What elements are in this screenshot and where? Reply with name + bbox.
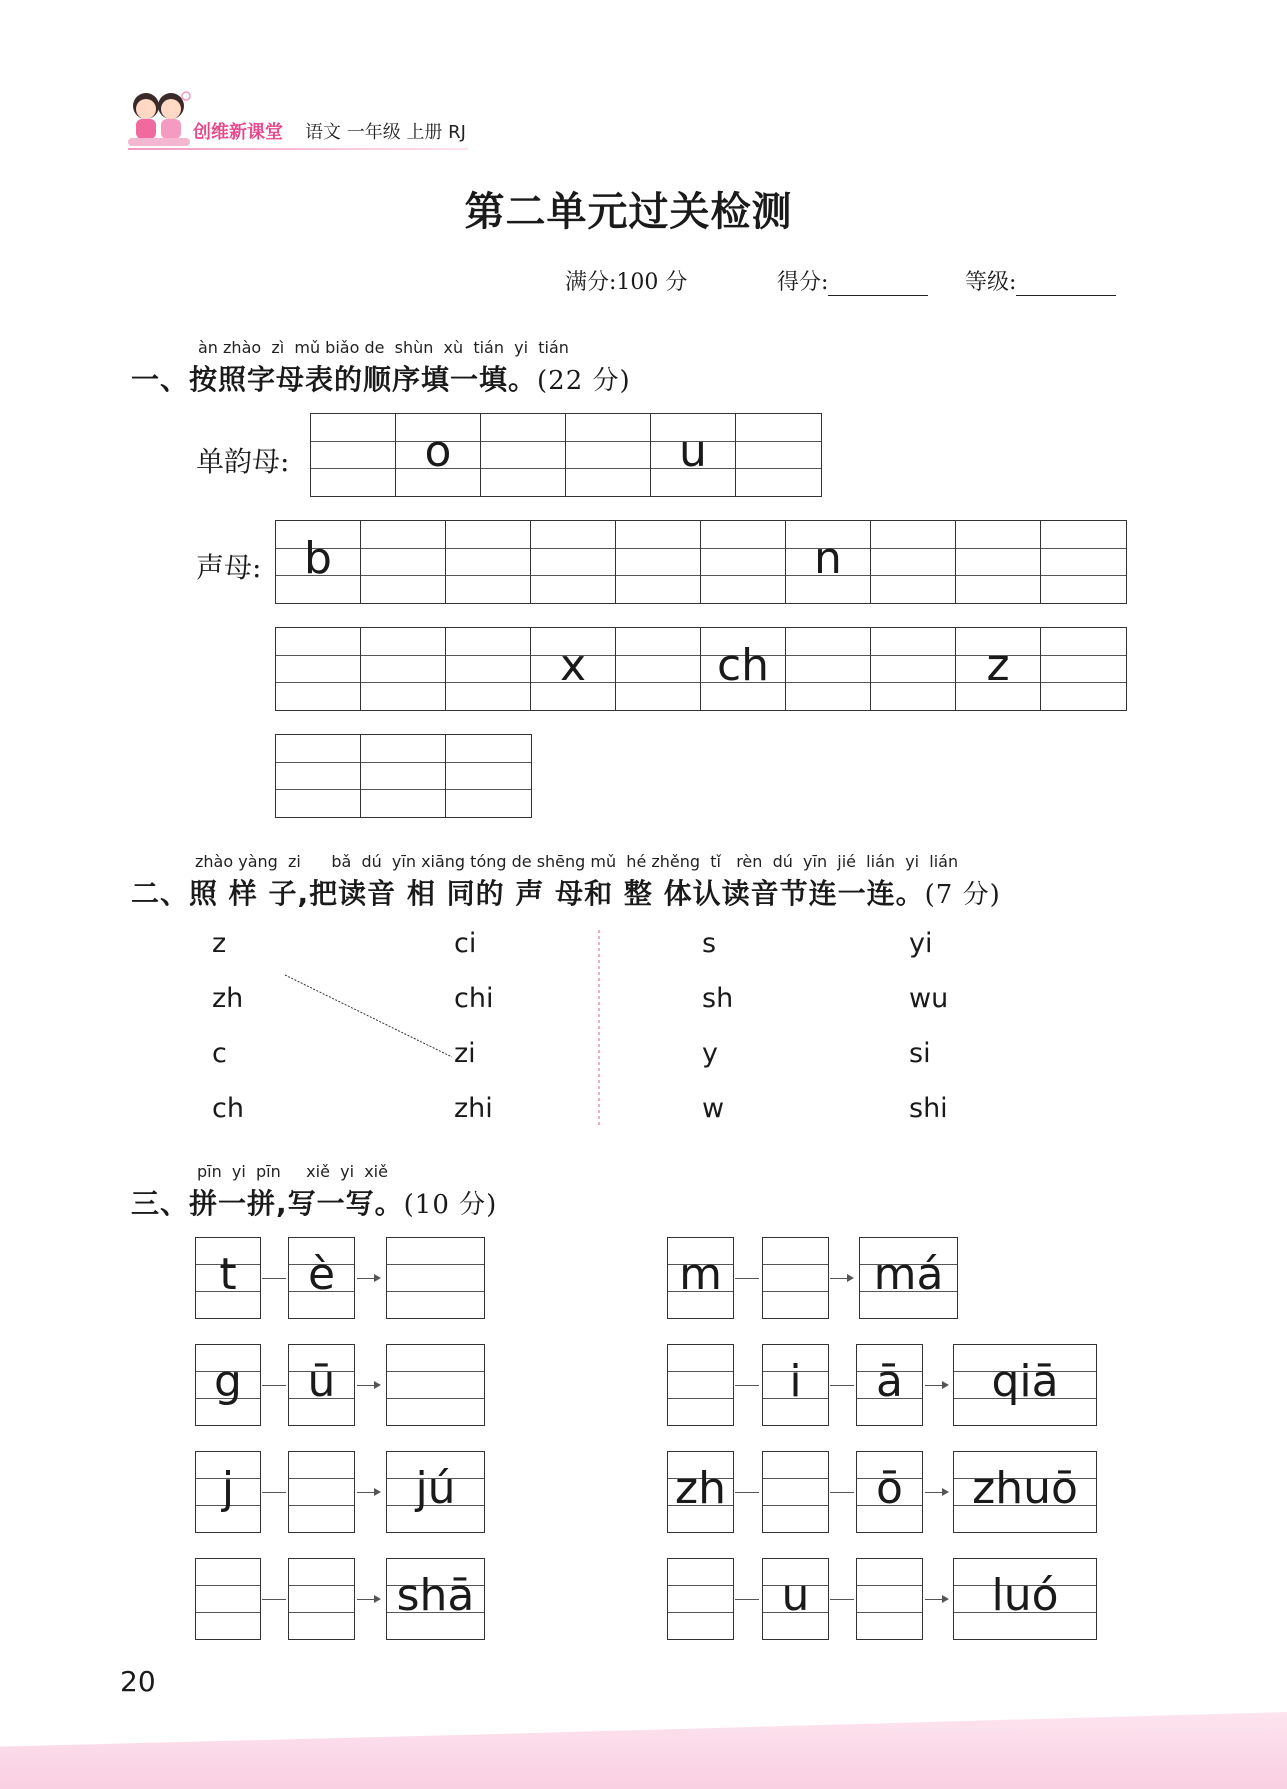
full-marks: 满分:100 分 xyxy=(565,270,688,295)
match-right-syllable[interactable]: yi xyxy=(909,928,933,959)
section1-heading xyxy=(131,358,631,398)
example-connect-line xyxy=(280,970,460,1060)
spell-box: ō xyxy=(856,1451,923,1533)
grid-cell[interactable] xyxy=(481,414,566,496)
grid-cell: n xyxy=(786,521,871,603)
initials-grid-row1 xyxy=(275,520,1127,604)
connector-dash xyxy=(735,1278,759,1279)
grid-cell[interactable] xyxy=(446,521,531,603)
grid-cell[interactable] xyxy=(446,628,531,710)
section1-title: 一、按照字母表的顺序填一填。 xyxy=(131,363,538,396)
grid-cell: o xyxy=(396,414,481,496)
spell-box: luó xyxy=(953,1558,1097,1640)
match-left-initial[interactable]: c xyxy=(212,1038,227,1069)
vowels-grid xyxy=(310,413,822,497)
match-right-initial[interactable]: s xyxy=(702,928,717,959)
section3-title: 三、拼一拼,写一写。 xyxy=(131,1187,404,1220)
grid-cell[interactable] xyxy=(871,628,956,710)
connector-dash xyxy=(735,1492,759,1493)
spell-box: qiā xyxy=(953,1344,1097,1426)
connector-dash xyxy=(830,1492,854,1493)
spell-box: jú xyxy=(386,1451,485,1533)
spell-box: t xyxy=(195,1237,261,1319)
grid-cell[interactable] xyxy=(616,521,701,603)
answer-box[interactable] xyxy=(667,1558,734,1640)
grid-cell[interactable] xyxy=(446,735,531,817)
match-left-syllable[interactable]: ci xyxy=(454,928,477,959)
answer-box[interactable] xyxy=(762,1451,829,1533)
page-title: 第二单元过关检测 xyxy=(464,189,793,235)
footer-decoration xyxy=(0,1712,1287,1789)
spell-box: ū xyxy=(288,1344,355,1426)
brand-name: 创维新课堂 xyxy=(193,122,283,143)
match-left-syllable[interactable]: zhi xyxy=(454,1093,493,1124)
grid-cell[interactable] xyxy=(361,628,446,710)
grid-cell[interactable] xyxy=(566,414,651,496)
grid-cell[interactable] xyxy=(1041,628,1126,710)
arrow-icon xyxy=(925,1385,947,1386)
connector-dash xyxy=(830,1599,854,1600)
section1-pinyin: àn zhào zì mǔ biǎo de shùn xù tián yi tián xyxy=(198,338,569,357)
connector-dash xyxy=(262,1278,286,1279)
answer-box[interactable] xyxy=(288,1451,355,1533)
arrow-icon xyxy=(925,1492,947,1493)
score-field[interactable] xyxy=(777,265,928,296)
answer-box[interactable] xyxy=(762,1237,829,1319)
grid-cell[interactable] xyxy=(786,628,871,710)
grid-cell: x xyxy=(531,628,616,710)
grid-cell: z xyxy=(956,628,1041,710)
section3-pinyin: pīn yi pīn xiě yi xiě xyxy=(197,1162,388,1181)
arrow-icon xyxy=(357,1492,379,1493)
book-info: 语文 一年级 上册 RJ xyxy=(305,122,466,143)
match-right-initial[interactable]: w xyxy=(702,1093,725,1124)
match-left-syllable[interactable]: chi xyxy=(454,983,494,1014)
answer-box[interactable] xyxy=(667,1344,734,1426)
grade-blank[interactable] xyxy=(1016,271,1116,296)
spell-box: m xyxy=(667,1237,734,1319)
section3-points: (10 分) xyxy=(403,1190,498,1220)
grid-cell: b xyxy=(276,521,361,603)
section2-heading xyxy=(131,872,1001,912)
connector-dash xyxy=(830,1385,854,1386)
spell-box: è xyxy=(288,1237,355,1319)
header-divider xyxy=(128,148,468,150)
spell-box: zh xyxy=(667,1451,734,1533)
spell-box: j xyxy=(195,1451,261,1533)
page-number: 20 xyxy=(120,1665,156,1698)
connector-dash xyxy=(735,1385,759,1386)
spell-box: zhuō xyxy=(953,1451,1097,1533)
answer-box[interactable] xyxy=(195,1558,261,1640)
answer-box[interactable] xyxy=(856,1558,923,1640)
match-left-initial[interactable]: z xyxy=(212,928,227,959)
grid-cell[interactable] xyxy=(616,628,701,710)
mascot-logo xyxy=(124,86,194,152)
vowels-label: 单韵母: xyxy=(196,445,290,478)
column-divider xyxy=(597,930,601,1130)
answer-box[interactable] xyxy=(386,1344,485,1426)
section2-title: 二、照 样 子,把读音 相 同的 声 母和 整 体认读音节连一连。 xyxy=(131,877,925,910)
arrow-icon xyxy=(830,1278,852,1279)
spell-box: má xyxy=(859,1237,958,1319)
grid-cell[interactable] xyxy=(276,735,361,817)
grid-cell[interactable] xyxy=(531,521,616,603)
arrow-icon xyxy=(357,1278,379,1279)
grid-cell: u xyxy=(651,414,736,496)
spell-box: u xyxy=(762,1558,829,1640)
arrow-icon xyxy=(357,1599,379,1600)
grade-field[interactable] xyxy=(965,265,1116,296)
section3-heading xyxy=(131,1182,497,1222)
arrow-icon xyxy=(357,1385,379,1386)
connector-dash xyxy=(262,1385,286,1386)
grid-cell[interactable] xyxy=(1041,521,1126,603)
match-right-initial[interactable]: sh xyxy=(702,983,734,1014)
connector-dash xyxy=(262,1492,286,1493)
score-label: 得分: xyxy=(777,270,829,295)
grid-cell[interactable] xyxy=(361,735,446,817)
grid-cell[interactable] xyxy=(736,414,821,496)
match-right-syllable[interactable]: wu xyxy=(909,983,949,1014)
match-right-syllable[interactable]: shi xyxy=(909,1093,948,1124)
grade-label: 等级: xyxy=(965,270,1017,295)
match-right-initial[interactable]: y xyxy=(702,1038,718,1069)
arrow-icon xyxy=(925,1599,947,1600)
grid-cell[interactable] xyxy=(311,414,396,496)
score-blank[interactable] xyxy=(828,271,928,296)
grid-cell[interactable] xyxy=(701,521,786,603)
spell-box: shā xyxy=(386,1558,485,1640)
section1-points: (22 分) xyxy=(537,366,631,396)
match-left-initial[interactable]: zh xyxy=(212,983,244,1014)
grid-cell[interactable] xyxy=(361,521,446,603)
answer-box[interactable] xyxy=(386,1237,485,1319)
initials-grid-row3 xyxy=(275,734,532,818)
connector-dash xyxy=(262,1599,286,1600)
connector-dash xyxy=(735,1599,759,1600)
grid-cell[interactable] xyxy=(956,521,1041,603)
initials-label: 声母: xyxy=(196,551,262,584)
section2-points: (7 分) xyxy=(924,880,1001,910)
answer-box[interactable] xyxy=(288,1558,355,1640)
spell-box: i xyxy=(762,1344,829,1426)
section2-pinyin: zhào yàng zi bǎ dú yīn xiāng tóng de shēng mǔ hé zhěng tǐ rèn dú yīn jié lián yi lián xyxy=(195,852,959,871)
grid-cell: ch xyxy=(701,628,786,710)
initials-grid-row2 xyxy=(275,627,1127,711)
match-left-syllable[interactable]: zi xyxy=(454,1038,476,1069)
grid-cell[interactable] xyxy=(276,628,361,710)
spell-box: g xyxy=(195,1344,261,1426)
match-right-syllable[interactable]: si xyxy=(909,1038,931,1069)
match-left-initial[interactable]: ch xyxy=(212,1093,244,1124)
grid-cell[interactable] xyxy=(871,521,956,603)
spell-box: ā xyxy=(856,1344,923,1426)
